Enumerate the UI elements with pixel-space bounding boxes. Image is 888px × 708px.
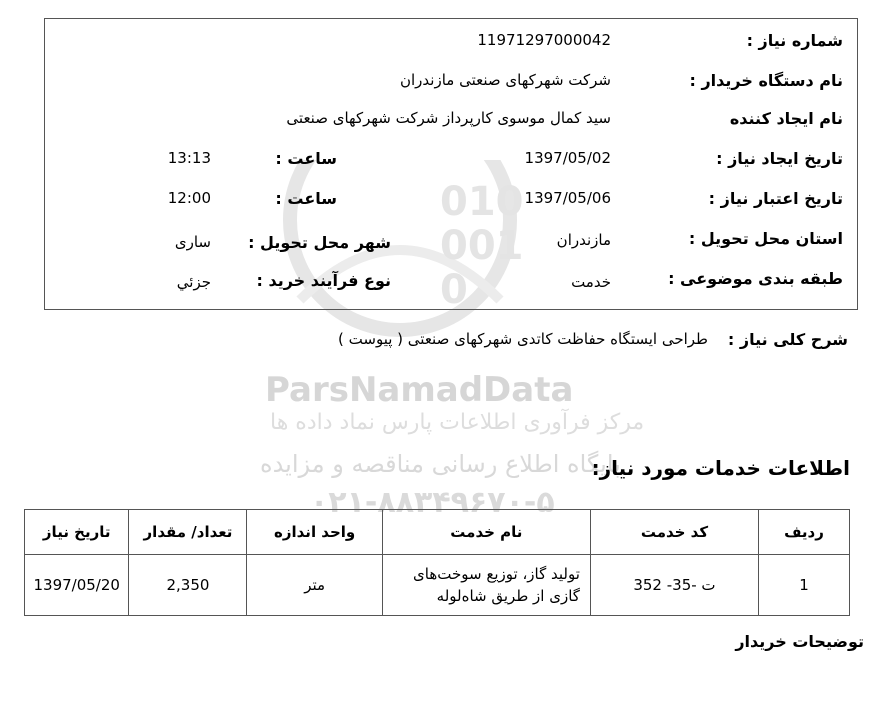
col-qty-header: تعداد/ مقدار (129, 510, 247, 555)
created-date-label: تاریخ ایجاد نیاز : (716, 149, 843, 168)
valid-time-label: ساعت : (275, 189, 337, 208)
watermark-line1: مرکز فرآوری اطلاعات پارس نماد داده ها (270, 410, 645, 435)
city: ساری (174, 233, 211, 251)
province-label: استان محل تحویل : (688, 229, 843, 248)
need-number: 11971297000042 (477, 31, 611, 49)
watermark-phone: ۰۲۱-۸۸۳۴۹۶۷۰-۵ (310, 485, 555, 520)
created-time-label: ساعت : (275, 149, 337, 168)
created-time: 13:13 (167, 149, 211, 167)
buyer-org-label: نام دستگاه خریدار : (689, 71, 843, 90)
valid-date: 1397/05/06 (524, 189, 611, 207)
valid-time: 12:00 (167, 189, 211, 207)
need-info-box (44, 18, 858, 313)
valid-date-label: تاریخ اعتبار نیاز : (708, 189, 843, 208)
cell-name: تولید گاز، توزیع سوخت‌های گازی از طریق شاه‌لوله (382, 555, 590, 616)
cell-qty: 2,350 (129, 555, 247, 616)
province: مازندران (556, 231, 611, 249)
services-heading: اطلاعات خدمات مورد نیاز: (591, 456, 850, 480)
col-unit-header: واحد اندازه (247, 510, 382, 555)
cell-date: 1397/05/20 (25, 555, 129, 616)
watermark-brand: ParsNamadData (265, 370, 574, 410)
col-name-header: نام خدمت (382, 510, 590, 555)
city-label: شهر محل تحویل : (248, 233, 391, 252)
table-header-row (25, 510, 850, 555)
watermark-numbers: 010 001 0 (440, 179, 524, 313)
cell-row: 1 (758, 555, 849, 616)
cell-code: ت -35- 352 (590, 555, 758, 616)
category-label: طبقه بندی موضوعی : (668, 269, 843, 288)
process: جزئي (176, 273, 211, 291)
col-row-header: ردیف (758, 510, 849, 555)
cell-unit: متر (247, 555, 382, 616)
description-text: طراحی ایستگاه حفاظت کاتدی شهرکهای صنعتی ( پیوست ) (338, 330, 708, 348)
need-number-label: شماره نیاز : (746, 31, 843, 50)
table-row (25, 555, 850, 616)
watermark-line2: پایگاه اطلاع رسانی مناقصه و مزایده (260, 450, 621, 478)
col-code-header: کد خدمت (590, 510, 758, 555)
category: خدمت (571, 273, 611, 291)
created-date: 1397/05/02 (524, 149, 611, 167)
services-table (24, 509, 850, 616)
creator-label: نام ایجاد کننده (729, 109, 843, 128)
creator: سید کمال موسوی کارپرداز شرکت شهرکهای صنعتی (286, 109, 611, 127)
process-label: نوع فرآیند خرید : (256, 271, 391, 290)
description-label: شرح کلی نیاز : (727, 330, 848, 349)
buyer-org: شرکت شهرکهای صنعتی مازندران (400, 71, 611, 89)
buyer-notes-heading: توضیحات خریدار (735, 632, 864, 651)
col-date-header: تاریخ نیاز (25, 510, 129, 555)
